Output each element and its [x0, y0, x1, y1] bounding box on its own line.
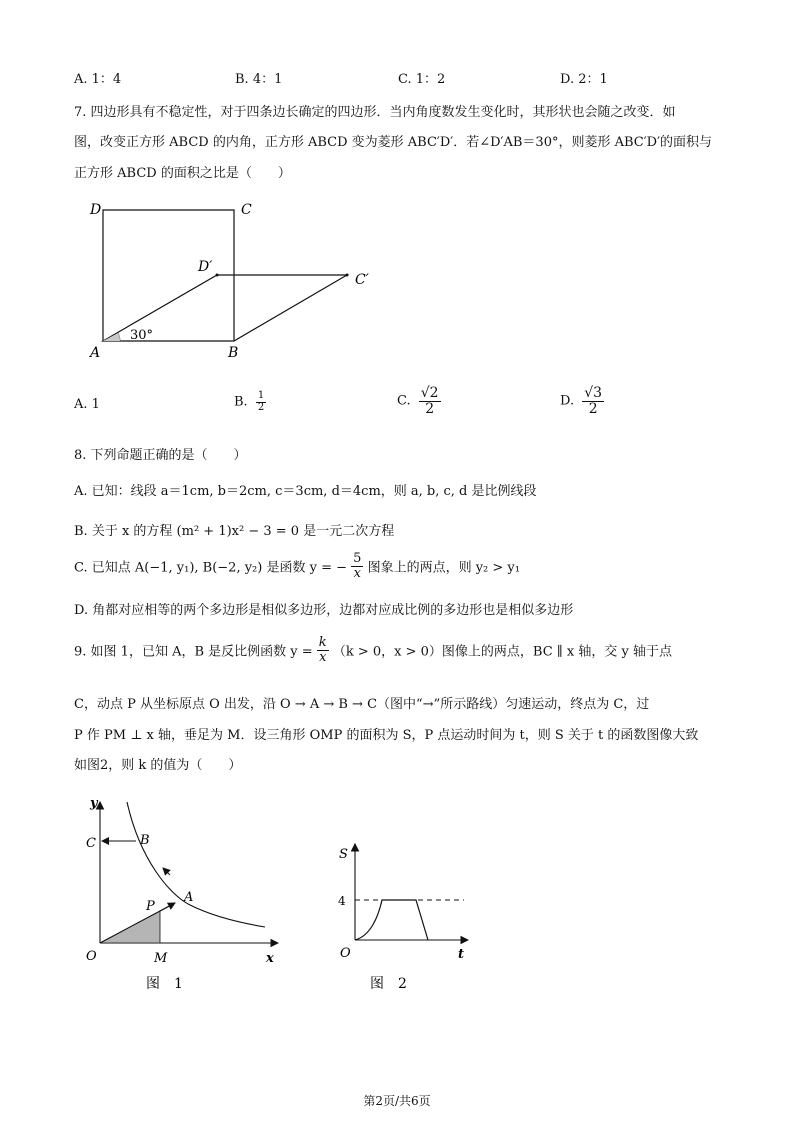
q8-option-c: [74, 552, 520, 580]
label-a: A: [184, 890, 194, 905]
q9-stem-line-2: C，动点 P 从坐标原点 O 出发，沿 O → A → B → C（图中“→”所示路线）匀速运动，终点为 C，过: [74, 697, 650, 712]
q9-figure-1: [80, 790, 295, 1000]
q9-stem-line-3: P 作 PM ⊥ x 轴，垂足为 M．设三角形 OMP 的面积为 S，P 点运动时间为 t，则 S 关于 t 的函数图像大致: [74, 728, 699, 743]
q9-line-1-prefix: 9. 如图 1，已知 A，B 是反比例函数 y =: [74, 644, 313, 660]
point-cprime: [346, 274, 349, 277]
q7-option-c: [397, 386, 441, 416]
label-o: O: [340, 946, 351, 961]
label-angle: 30°: [130, 328, 154, 343]
label-s: S: [339, 847, 348, 862]
point-dprime: [216, 274, 219, 277]
q7-option-d-fraction: [582, 386, 604, 416]
fraction-numerator: k: [318, 635, 327, 650]
arrow-to-a: [160, 903, 175, 911]
q8-option-b: B. 关于 x 的方程 (m² + 1)x² − 3 = 0 是一元二次方程: [74, 524, 395, 539]
fraction-numerator: √3: [584, 385, 603, 401]
fraction-denominator: 2: [425, 400, 435, 417]
label-p: P: [146, 899, 155, 914]
arrow-a-to-b: [163, 868, 170, 875]
label-m: M: [154, 951, 168, 966]
label-c: C: [86, 836, 96, 851]
label-o: O: [86, 949, 97, 964]
q6-option-b: B. 4：1: [235, 72, 283, 87]
q6-option-c: C. 1：2: [398, 72, 446, 87]
figure-1-caption: 图 1: [146, 976, 183, 992]
fraction-denominator: 2: [257, 401, 265, 413]
q9-stem-line-1: [74, 636, 672, 664]
label-x: x: [266, 951, 274, 966]
fraction-denominator: 2: [588, 400, 598, 417]
q9-fraction-k-over-x: [317, 636, 329, 664]
label-four: 4: [338, 894, 346, 908]
label-b: B: [140, 833, 150, 848]
fraction-denominator: x: [353, 565, 361, 581]
q7-option-b: [234, 391, 266, 413]
label-a: A: [90, 345, 101, 361]
fraction-denominator: x: [319, 649, 327, 665]
q8-option-c-suffix: 图象上的两点，则 y₂ > y₁: [367, 560, 520, 576]
q7-option-b-prefix: B.: [234, 394, 248, 410]
q7-stem-line-3: 正方形 ABCD 的面积之比是（ ）: [74, 166, 291, 181]
q7-figure: [80, 195, 390, 365]
q8-stem: 8. 下列命题正确的是（ ）: [74, 448, 247, 463]
q9-figure-2: [330, 838, 480, 998]
q7-stem-line-2: 图，改变正方形 ABCD 的内角，正方形 ABCD 变为菱形 ABC′D′．若∠D′AB＝30°，则菱形 ABC′D′的面积与: [74, 135, 713, 150]
angle-fill: [103, 333, 120, 341]
q9-stem-line-4: 如图2，则 k 的值为（ ）: [74, 758, 242, 773]
s-t-graph: [355, 900, 428, 940]
fraction-numerator: 1: [257, 390, 265, 401]
label-t: t: [458, 947, 465, 962]
q8-option-a: A. 已知：线段 a＝1cm, b＝2cm, c＝3cm, d＝4cm，则 a, b, c, d 是比例线段: [74, 484, 537, 499]
q7-option-d: [560, 386, 604, 416]
q6-option-a: A. 1：4: [74, 72, 122, 87]
figure-2-caption: 图 2: [370, 976, 407, 992]
fraction-numerator: 5: [353, 551, 362, 566]
q7-stem-line-1: 7. 四边形具有不稳定性，对于四条边长确定的四边形．当内角度数发生变化时，其形状也会随之改变．如: [74, 105, 676, 120]
q7-option-c-fraction: [419, 386, 441, 416]
q8-option-d: D. 角都对应相等的两个多边形是相似多边形，边都对应成比例的多边形也是相似多边形: [74, 603, 574, 618]
label-b: B: [228, 345, 239, 361]
q7-option-b-fraction: [256, 391, 266, 413]
label-cprime: C′: [355, 272, 369, 288]
q6-option-d: D. 2：1: [560, 72, 608, 87]
q7-option-d-prefix: D.: [560, 393, 575, 409]
label-d: D: [90, 202, 102, 218]
q7-option-c-prefix: C.: [397, 393, 411, 409]
q7-option-a: A. 1: [74, 397, 100, 412]
q9-line-1-suffix: （k > 0，x > 0）图像上的两点，BC ∥ x 轴，交 y 轴于点: [332, 644, 672, 660]
page-footer: 第2页/共6页: [363, 1094, 431, 1108]
fraction-numerator: √2: [420, 385, 439, 401]
q8-option-c-prefix: C. 已知点 A(−1, y₁), B(−2, y₂) 是函数 y = −: [74, 560, 348, 576]
q8-option-c-fraction: [351, 552, 363, 580]
label-dprime: D′: [198, 259, 213, 275]
label-y: y: [90, 796, 98, 811]
label-c: C: [241, 202, 252, 218]
square-abcd: [103, 210, 234, 341]
